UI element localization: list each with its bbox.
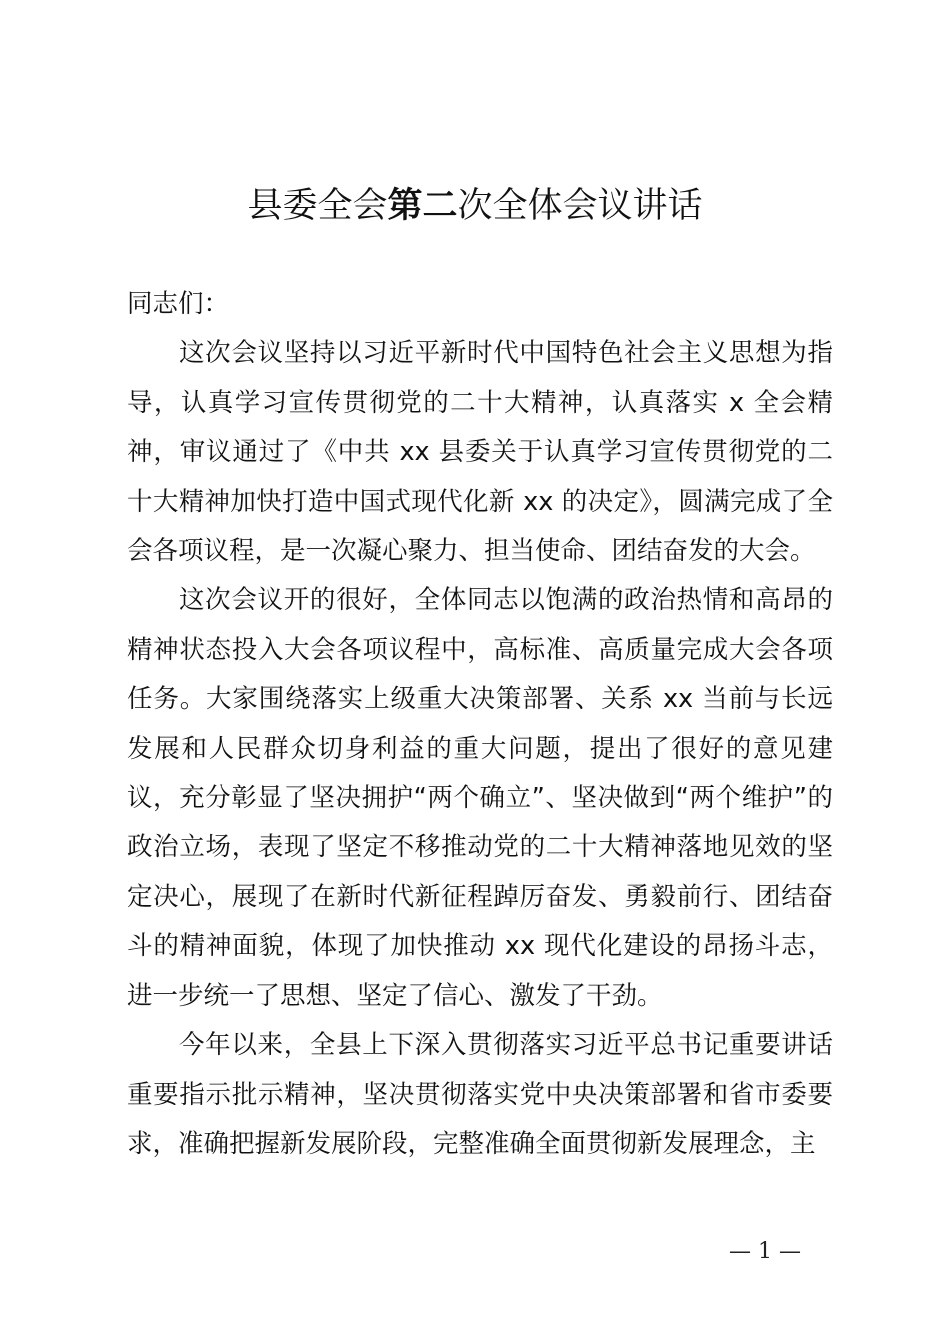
salutation: 同志们： bbox=[127, 289, 230, 319]
paragraph-3: 今年以来，全县上下深入贯彻落实习近平总书记重要讲话重要指示批示精神，坚决贯彻落实党中央决策部署和省市委要求，准确把握新发展阶段，完整准确全面贯彻新发展理念，主 bbox=[127, 1030, 833, 1159]
title-part-3: 次全体会议讲话 bbox=[457, 186, 703, 226]
title-part-1: 县委全会 bbox=[247, 186, 388, 226]
document-body bbox=[127, 280, 833, 1169]
paragraph-1: 这次会议坚持以习近平新时代中国特色社会主义思想为指导，认真学习宣传贯彻党的二十大精神，认真落实 x 全会精神，审议通过了《中共 xx 县委关于认真学习宣传贯彻党的二十大精神加快打造中国式现代化新 xx 的决定》，圆满完成了全会各项议程，是一次凝心聚力、担当使命、团结奋发的大会。 bbox=[127, 338, 833, 567]
page-number: — 1 — bbox=[729, 1239, 801, 1264]
paragraph-2: 这次会议开的很好，全体同志以饱满的政治热情和高昂的精神状态投入大会各项议程中，高标准、高质量完成大会各项任务。大家围绕落实上级重大决策部署、关系 xx 当前与长远发展和人民群众切身利益的重大问题，提出了很好的意见建议，充分彰显了坚决拥护“两个确立”、坚决做到“两个维护”的政治立场，表现了坚定不移推动党的二十大精神落地见效的坚定决心，展现了在新时代新征程踔厉奋发、勇毅前行、团结奋斗的精神面貌，体现了加快推动 xx 现代化建设的昂扬斗志，进一步统一了思想、坚定了信心、激发了干劲。 bbox=[127, 585, 833, 1011]
title-part-2: 第二 bbox=[387, 186, 458, 226]
document-title bbox=[0, 181, 950, 231]
